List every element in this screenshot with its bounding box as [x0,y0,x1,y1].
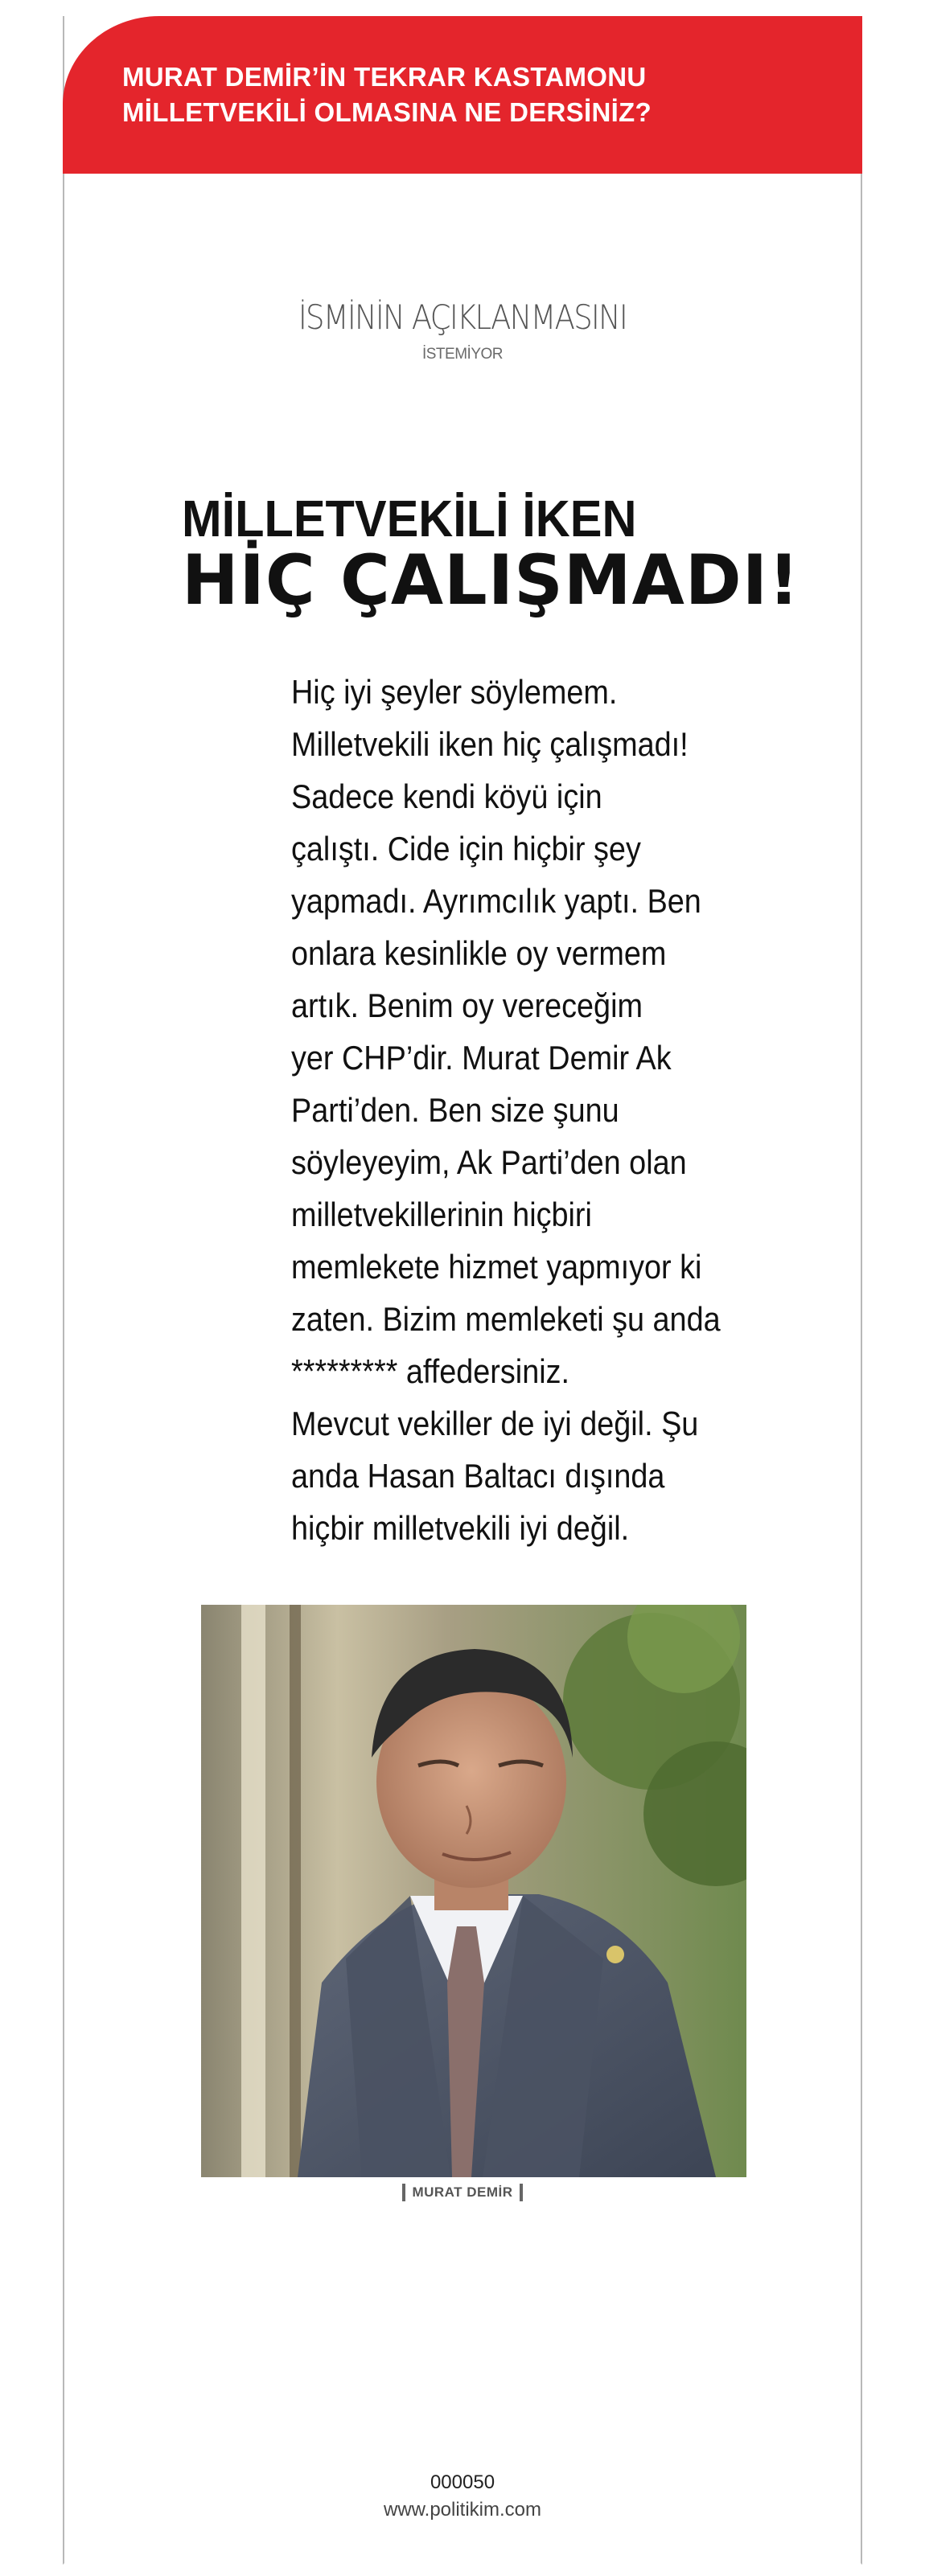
banner-title-line: MİLLETVEKİLİ OLMASINA NE DERSİNİZ? [122,97,652,127]
quote-line: artık. Benim oy vereceğim [291,987,643,1024]
caption-divider [402,2184,405,2201]
quote-line: söyleyeyim, Ak Parti’den olan [291,1143,687,1181]
page-number: 000050 [430,2471,495,2493]
quote-line: anda Hasan Baltacı dışında [291,1457,665,1495]
quote-line: memlekete hizmet yapmıyor ki [291,1248,702,1286]
banner-title [122,59,830,130]
quote-line: Hiç iyi şeyler söylemem. [291,673,618,711]
quote-line: onlara kesinlikle oy vermem [291,934,667,972]
speaker-name: İSMİNİN AÇIKLANMASINI [298,297,627,337]
caption-text: MURAT DEMİR [412,2184,513,2200]
quote-line: ********* affedersiniz. [291,1352,570,1390]
photo-caption [0,2184,925,2201]
speaker-subtitle: İSTEMİYOR [421,346,503,363]
caption-divider [520,2184,523,2201]
headline-line-2: HİÇ ÇALIŞMADI! [182,540,800,621]
banner-title-line: MURAT DEMİR’İN TEKRAR KASTAMONU [122,62,647,92]
quote-line: yapmadı. Ayrımcılık yaptı. Ben [291,882,701,920]
website-url: www.politikim.com [383,2499,542,2521]
quote-body [291,666,758,1554]
quote-line: Sadece kendi köyü için [291,777,602,815]
header-banner [63,16,862,174]
quote-line: Milletvekili iken hiç çalışmadı! [291,725,689,763]
portrait-illustration [201,1605,746,2177]
quote-line: hiçbir milletvekili iyi değil. [291,1509,630,1547]
quote-line: çalıştı. Cide için hiçbir şey [291,830,641,868]
quote-line: yer CHP’dir. Murat Demir Ak [291,1039,672,1077]
headline-line-1: MİLLETVEKİLİ İKEN [182,490,637,548]
portrait-photo [201,1605,746,2177]
quote-line: milletvekillerinin hiçbiri [291,1196,592,1233]
headline [182,490,812,621]
quote-line: Parti’den. Ben size şunu [291,1091,619,1129]
quote-line: zaten. Bizim memleketi şu anda [291,1300,721,1338]
quote-line: Mevcut vekiller de iyi değil. Şu [291,1405,699,1442]
